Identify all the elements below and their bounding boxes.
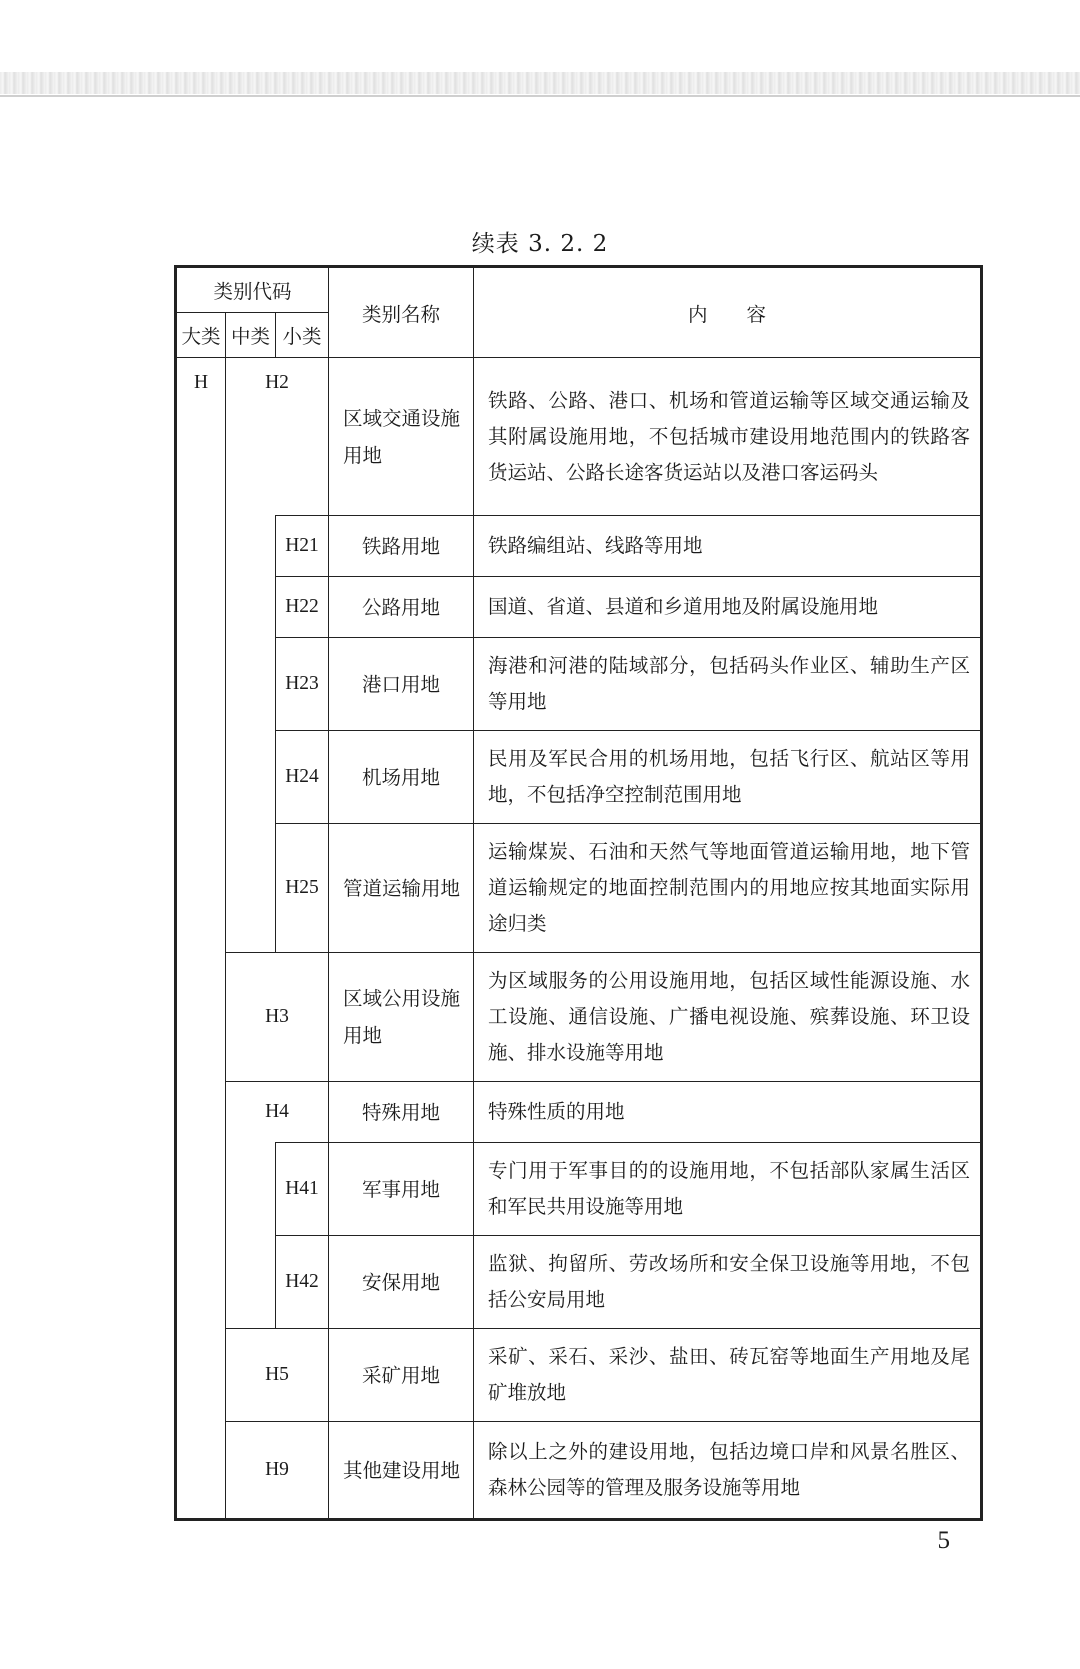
category-content: 铁路编组站、线路等用地 (474, 516, 982, 577)
minor-code: H41 (276, 1143, 329, 1236)
category-content: 专门用于军事目的的设施用地，不包括部队家属生活区和军民共用设施等用地 (474, 1143, 982, 1236)
medium-code: H3 (226, 953, 329, 1082)
category-name: 特殊用地 (329, 1082, 474, 1143)
category-name: 铁路用地 (329, 516, 474, 577)
medium-code: H5 (226, 1329, 329, 1422)
category-content: 海港和河港的陆域部分，包括码头作业区、辅助生产区等用地 (474, 638, 982, 731)
category-name: 军事用地 (329, 1143, 474, 1236)
category-content: 特殊性质的用地 (474, 1082, 982, 1143)
category-content: 监狱、拘留所、劳改场所和安全保卫设施等用地，不包括公安局用地 (474, 1236, 982, 1329)
category-name: 其他建设用地 (329, 1422, 474, 1520)
category-name: 采矿用地 (329, 1329, 474, 1422)
medium-code-h2: H2 (226, 358, 329, 516)
category-name: 港口用地 (329, 638, 474, 731)
header-row-1 (176, 267, 982, 313)
table-row-h42 (176, 1236, 982, 1329)
header-code-group: 类别代码 (176, 267, 329, 313)
minor-code: H24 (276, 731, 329, 824)
category-content: 采矿、采石、采沙、盐田、砖瓦窑等地面生产用地及尾矿堆放地 (474, 1329, 982, 1422)
category-content: 铁路、公路、港口、机场和管道运输等区域交通运输及其附属设施用地，不包括城市建设用地范围内的铁路客货运站、公路长途客货运站以及港口客运码头 (474, 358, 982, 516)
category-name: 区域公用设施用地 (329, 953, 474, 1082)
category-name: 公路用地 (329, 577, 474, 638)
category-content: 除以上之外的建设用地，包括边境口岸和风景名胜区、森林公园等的管理及服务设施等用地 (474, 1422, 982, 1520)
minor-code: H42 (276, 1236, 329, 1329)
category-name: 管道运输用地 (329, 824, 474, 953)
medium-spacer (226, 1143, 276, 1329)
table-row-h2 (176, 358, 982, 516)
table-row-h23 (176, 638, 982, 731)
minor-code: H25 (276, 824, 329, 953)
scan-artifact-strip (0, 72, 1080, 94)
page-number: 5 (937, 1527, 950, 1554)
table-row-h25 (176, 824, 982, 953)
header-name: 类别名称 (329, 267, 474, 358)
medium-spacer (226, 516, 276, 953)
category-name: 机场用地 (329, 731, 474, 824)
table-row-h22 (176, 577, 982, 638)
table-row-h4 (176, 1082, 982, 1143)
category-content: 民用及军民合用的机场用地，包括飞行区、航站区等用地，不包括净空控制范围用地 (474, 731, 982, 824)
land-use-classification-table (174, 265, 983, 1521)
table-row-h9 (176, 1422, 982, 1520)
category-content: 国道、省道、县道和乡道用地及附属设施用地 (474, 577, 982, 638)
category-content: 为区域服务的公用设施用地，包括区域性能源设施、水工设施、通信设施、广播电视设施、殡葬设施、环卫设施、排水设施等用地 (474, 953, 982, 1082)
category-content: 运输煤炭、石油和天然气等地面管道运输用地，地下管道运输规定的地面控制范围内的用地应按其地面实际用途归类 (474, 824, 982, 953)
header-major: 大类 (176, 313, 226, 358)
medium-code: H4 (226, 1082, 329, 1143)
header-content: 内 容 (474, 267, 982, 358)
header-minor: 小类 (276, 313, 329, 358)
major-code-h: H (176, 358, 226, 1520)
scan-artifact-line (0, 95, 1080, 97)
minor-code: H23 (276, 638, 329, 731)
minor-code: H21 (276, 516, 329, 577)
header-medium: 中类 (226, 313, 276, 358)
table-row-h3 (176, 953, 982, 1082)
table-row-h24 (176, 731, 982, 824)
table-row-h21 (176, 516, 982, 577)
category-name: 安保用地 (329, 1236, 474, 1329)
table-row-h5 (176, 1329, 982, 1422)
minor-code: H22 (276, 577, 329, 638)
table-row-h41 (176, 1143, 982, 1236)
table-title: 续表 3. 2. 2 (471, 231, 609, 257)
category-name: 区域交通设施用地 (329, 358, 474, 516)
medium-code: H9 (226, 1422, 329, 1520)
